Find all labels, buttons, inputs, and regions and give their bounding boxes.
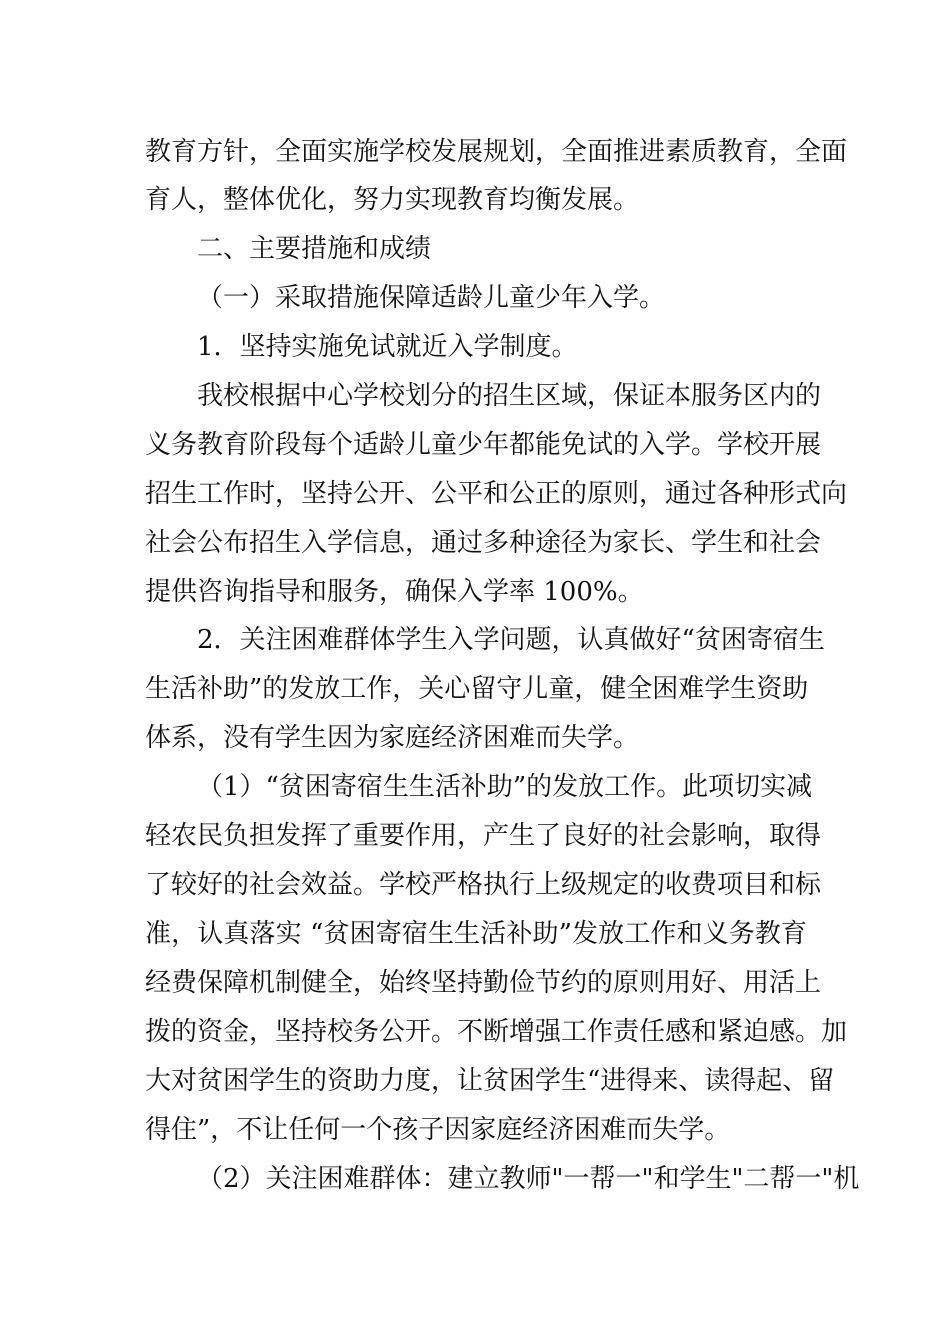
subsection-heading: （一）采取措施保障适龄儿童少年入学。 — [197, 283, 666, 313]
text-line: （2）关注困难群体：建立教师"一帮一"和学生"二帮一"机 — [197, 1164, 860, 1194]
section-heading: 二、主要措施和成绩 — [197, 234, 432, 264]
text-line: 社会公布招生入学信息，通过多种途径为家长、学生和社会 — [145, 528, 822, 558]
text-line: 招生工作时，坚持公开、公平和公正的原则，通过各种形式向 — [145, 479, 848, 509]
text-line: 轻农民负担发挥了重要作用，产生了良好的社会影响，取得 — [145, 821, 822, 851]
text-line: 准，认真落实 “贫困寄宿生生活补助”发放工作和义务教育 — [145, 919, 807, 949]
text-line: 大对贫困学生的资助力度，让贫困学生“进得来、读得起、留 — [145, 1066, 835, 1096]
text-line: 2．关注困难群体学生入学问题，认真做好“贫困寄宿生 — [197, 625, 825, 655]
text-line: 义务教育阶段每个适龄儿童少年都能免试的入学。学校开展 — [145, 430, 822, 460]
text-line: 体系，没有学生因为家庭经济困难而失学。 — [145, 723, 640, 753]
text-line: 得住”，不让任何一个孩子因家庭经济困难而失学。 — [145, 1115, 731, 1145]
text-line: 了较好的社会效益。学校严格执行上级规定的收费项目和标 — [145, 870, 822, 900]
text-line: 拨的资金，坚持校务公开。不断增强工作责任感和紧迫感。加 — [145, 1017, 848, 1047]
text-line: 提供咨询指导和服务，确保入学率 100%。 — [145, 577, 644, 607]
item-heading: 1．坚持实施免试就近入学制度。 — [197, 332, 578, 362]
text-line: 生活补助”的发放工作，关心留守儿童，健全困难学生资助 — [145, 674, 809, 704]
text-line: 教育方针，全面实施学校发展规划，全面推进素质教育，全面 — [145, 137, 848, 167]
text-line: （1）“贫困寄宿生生活补助”的发放工作。此项切实减 — [197, 772, 813, 802]
text-line: 经费保障机制健全，始终坚持勤俭节约的原则用好、用活上 — [145, 968, 822, 998]
text-line: 育人，整体优化，努力实现教育均衡发展。 — [145, 185, 640, 215]
text-line: 我校根据中心学校划分的招生区域，保证本服务区内的 — [197, 381, 822, 411]
